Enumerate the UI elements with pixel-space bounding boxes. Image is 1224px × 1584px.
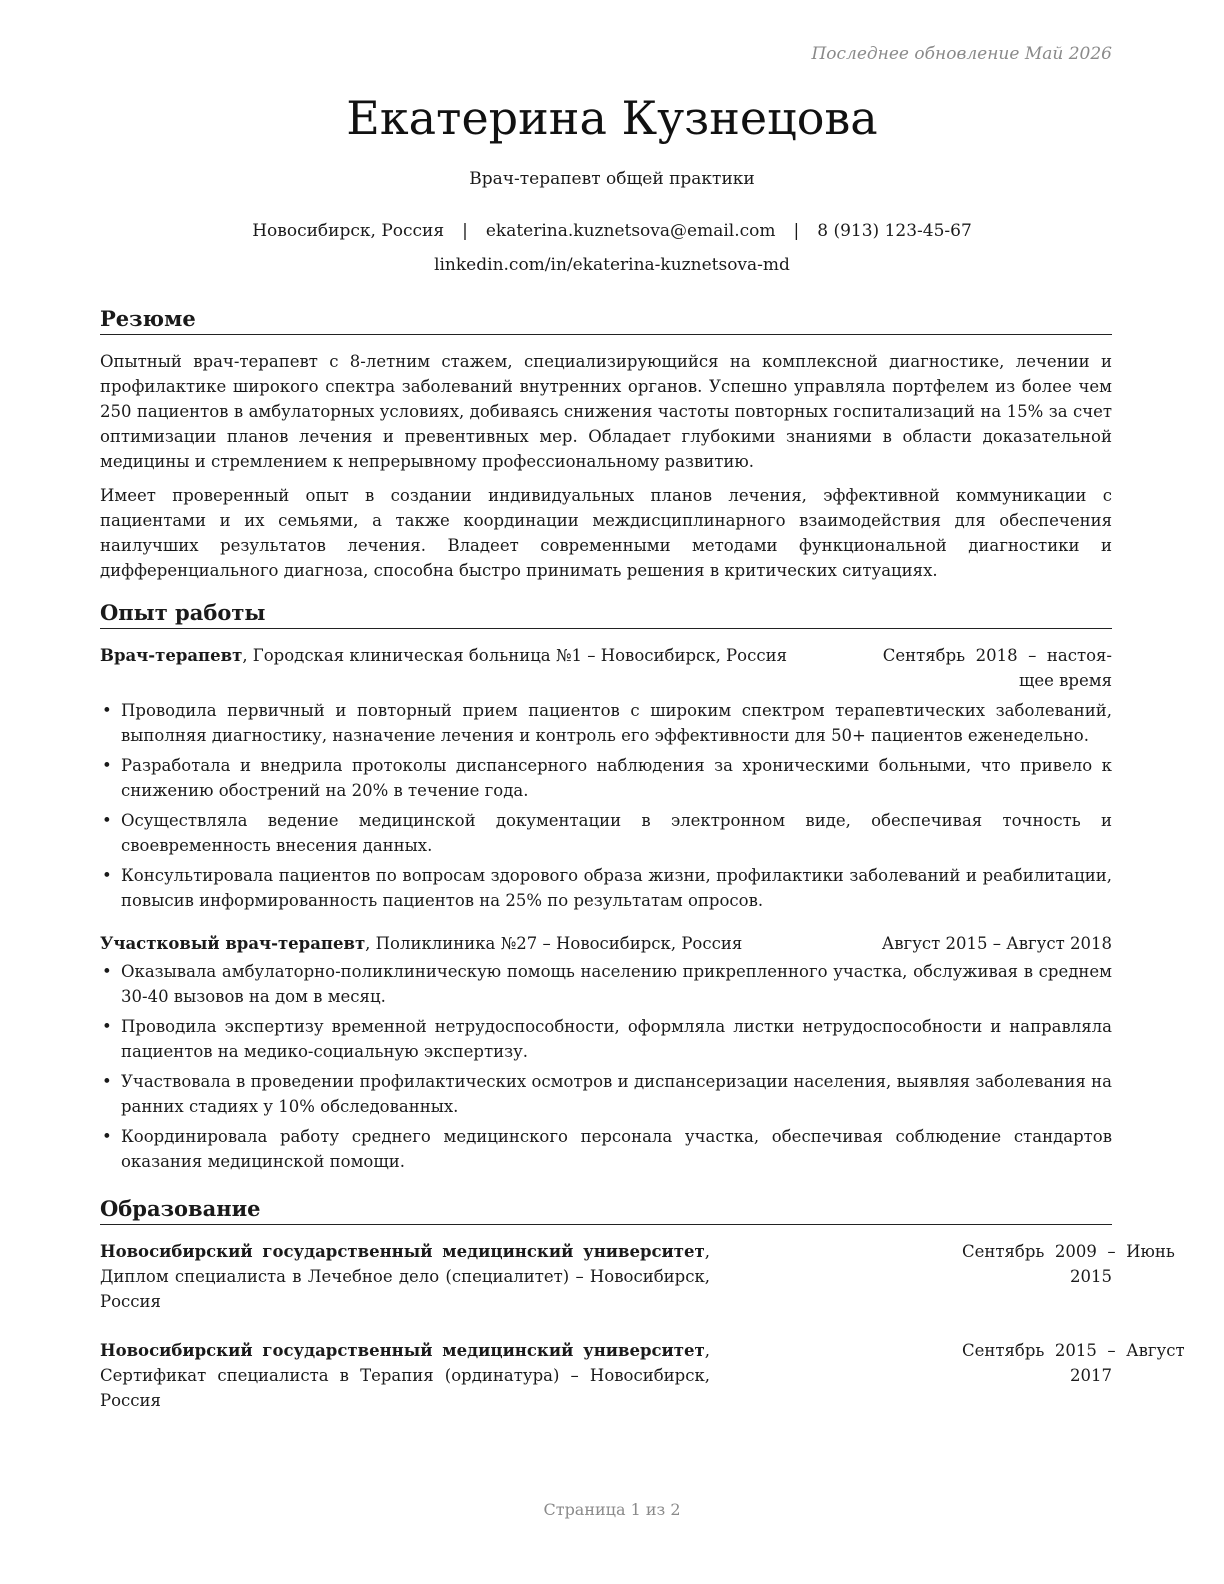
bullet-text: Оказывала амбулаторно-поликлиническую помощь населению прикрепленного участка, обслуживая в среднем 30-40 вызовов на дом в месяц. — [121, 962, 1112, 1006]
candidate-title: Врач-терапевт общей практики — [469, 169, 755, 189]
contact-line — [0, 218, 1224, 244]
bullet-icon: • — [102, 1017, 112, 1036]
job-dates-line: Сентябрь 2018 – настоя- — [882, 646, 1112, 665]
summary-paragraph: Опытный врач-терапевт с 8-летним стажем, специализирующийся на комплексной диагностике, лечении и профилактике широкого спектра заболеваний внутренних органов. Успешно управляла портфелем из более чем 250 пациентов в амбулаторных условиях, добиваясь снижения частоты повторных госпитализаций на 15% за счет оптимизации планов лечения и превентивных мер. Обладает глубокими знаниями в области доказательной медицины и стремлением к непрерывному профессиональному развитию. — [100, 352, 1112, 471]
education-degree: , Диплом специалиста в Лечебное дело (специалитет) – Новосибирск, Россия — [100, 1242, 710, 1311]
section-title-experience: Опыт работы — [100, 599, 1112, 629]
education-dates-line: Сентябрь 2015 – Август — [962, 1341, 1185, 1360]
bullet-icon: • — [102, 701, 112, 720]
education-dates — [962, 1338, 1185, 1388]
section-title-education: Образование — [100, 1195, 1112, 1225]
job-dates-line: Август 2015 – Август 2018 — [881, 934, 1112, 953]
education-school: Новосибирский государственный медицинский университет — [100, 1341, 705, 1360]
list-item — [100, 1014, 1112, 1064]
bullet-text: Координировала работу среднего медицинского персонала участка, обеспечивая соблюдение стандартов оказания медицинской помощи. — [121, 1127, 1112, 1171]
education-detail — [100, 1338, 710, 1413]
last-updated-note: Последнее обновление Май 2026 — [811, 44, 1112, 64]
bullet-icon: • — [102, 756, 112, 775]
job-title-line — [100, 931, 840, 956]
job-role: Врач-терапевт — [100, 646, 243, 665]
bullet-text: Разработала и внедрила протоколы диспансерного наблюдения за хроническими больными, что привело к снижению обострений на 20% в течение года. — [121, 756, 1112, 800]
list-item — [100, 959, 1112, 1009]
education-dates — [962, 1239, 1175, 1289]
job-bullets — [100, 959, 1112, 1174]
candidate-name: Екатерина Кузнецова — [346, 91, 878, 145]
job-role: Участковый врач-терапевт — [100, 934, 366, 953]
job-title-line — [100, 643, 840, 668]
contact-phone[interactable]: 8 (913) 123-45-67 — [817, 221, 972, 241]
education-entry — [100, 1338, 1185, 1413]
job-header — [100, 931, 1112, 956]
bullet-icon: • — [102, 811, 112, 830]
bullet-text: Консультировала пациентов по вопросам здорового образа жизни, профилактики заболеваний и реабилитации, повысив информированность пациентов на 25% по результатам опросов. — [121, 866, 1112, 910]
bullet-icon: • — [102, 1127, 112, 1146]
list-item — [100, 1124, 1112, 1174]
education-section — [100, 1195, 1185, 1413]
bullet-text: Проводила первичный и повторный прием пациентов с широким спектром терапевтических заболеваний, выполняя диагностику, назначение лечения и контроль его эффективности для 50+ пациентов еженедельно. — [121, 701, 1112, 745]
education-dates-line: 2015 — [1070, 1267, 1112, 1286]
list-item — [100, 1069, 1112, 1119]
list-item — [100, 753, 1112, 803]
summary-section — [100, 305, 1112, 583]
education-entry — [100, 1239, 1175, 1314]
job-header — [100, 643, 1112, 690]
job-place: , Городская клиническая больница №1 – Новосибирск, Россия — [242, 646, 787, 665]
contact-separator: | — [462, 221, 468, 241]
list-item — [100, 808, 1112, 858]
bullet-icon: • — [102, 1072, 112, 1091]
summary-paragraph: Имеет проверенный опыт в создании индивидуальных планов лечения, эффективной коммуникации с пациентами и их семьями, а также координации междисциплинарного взаимодействия для обеспечения наилучших результатов лечения. Владеет современными методами функциональной диагностики и дифференциального диагноза, способна быстро принимать решения в критических ситуациях. — [100, 486, 1112, 580]
education-school: Новосибирский государственный медицинский университет — [100, 1242, 705, 1261]
list-item — [100, 698, 1112, 748]
contact-location: Новосибирск, Россия — [252, 221, 445, 241]
job-dates — [883, 643, 1112, 693]
list-item — [100, 863, 1112, 913]
bullet-icon: • — [102, 866, 112, 885]
education-dates-line: 2017 — [1070, 1366, 1112, 1385]
contact-email[interactable]: ekaterina.kuznetsova@email.com — [485, 221, 776, 241]
job-bullets — [100, 698, 1112, 913]
education-detail — [100, 1239, 710, 1314]
bullet-text: Проводила экспертизу временной нетрудоспособности, оформляла листки нетрудоспособности и направляла пациентов на медико-социальную экспертизу. — [121, 1017, 1112, 1061]
job-place: , Поликлиника №27 – Новосибирск, Россия — [365, 934, 743, 953]
contact-linkedin[interactable]: linkedin.com/in/ekaterina-kuznetsova-md — [434, 255, 790, 275]
bullet-text: Участвовала в проведении профилактических осмотров и диспансеризации населения, выявляя заболевания на ранних стадиях у 10% обследованных. — [121, 1072, 1112, 1116]
bullet-icon: • — [102, 962, 112, 981]
contact-separator: | — [793, 221, 800, 241]
education-degree: , Сертификат специалиста в Терапия (ординатура) – Новосибирск, Россия — [100, 1341, 710, 1410]
page-number: Страница 1 из 2 — [543, 1500, 681, 1519]
experience-section — [100, 599, 1112, 1179]
job-dates-line: щее время — [1019, 671, 1112, 690]
bullet-text: Осуществляла ведение медицинской документации в электронном виде, обеспечивая точность и своевременность внесения данных. — [121, 811, 1112, 855]
education-dates-line: Сентябрь 2009 – Июнь — [962, 1242, 1175, 1261]
job-dates — [882, 931, 1112, 956]
section-title-summary: Резюме — [100, 305, 1112, 335]
